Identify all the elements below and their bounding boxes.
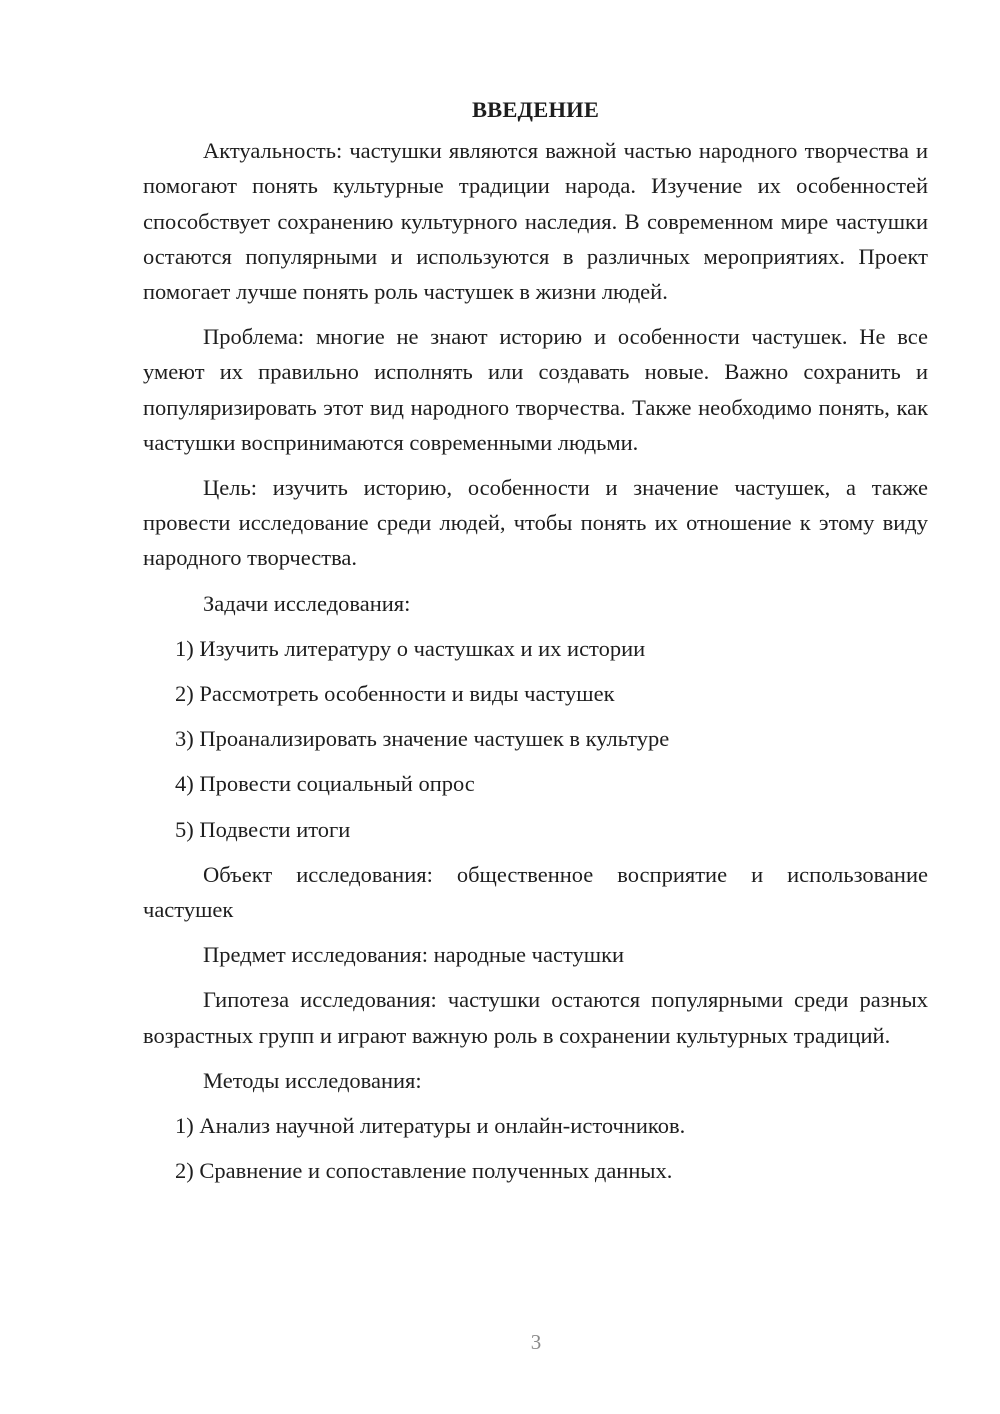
relevance-paragraph: Актуальность: частушки являются важной частью народного творчества и помогают понять культурные традиции народа. Изучение их особенностей способствует сохранению культурного наследия. В современном мире частушки остаются популярными и используются в различных мероприятиях. Проект помогает лучше понять роль частушек в жизни людей. — [143, 138, 928, 305]
task-item: 2) Рассмотреть особенности и виды частушек — [175, 681, 615, 707]
problem-paragraph: Проблема: многие не знают историю и особенности частушек. Не все умеют их правильно исполнять или создавать новые. Важно сохранить и популяризировать этот вид народного творчества. Также необходимо понять, как частушки воспринимаются современными людьми. — [143, 324, 928, 455]
task-item: 5) Подвести итоги — [175, 816, 351, 842]
task-item: 1) Изучить литературу о частушках и их истории — [175, 635, 646, 661]
goal-paragraph: Цель: изучить историю, особенности и значение частушек, а также провести исследование среди людей, чтобы понять их отношение к этому виду народного творчества. — [143, 475, 928, 571]
page-number: 3 — [530, 1330, 542, 1354]
object-paragraph: Объект исследования: общественное восприятие и использование частушек — [143, 861, 928, 923]
subject-paragraph: Предмет исследования: народные частушки — [203, 942, 625, 968]
methods-list — [143, 1108, 928, 1188]
method-item: 1) Анализ научной литературы и онлайн-источников. — [175, 1113, 686, 1139]
hypothesis-paragraph: Гипотеза исследования: частушки остаются популярными среди разных возрастных групп и играют важную роль в сохранении культурных традиций. — [143, 987, 928, 1048]
task-item: 4) Провести социальный опрос — [175, 771, 475, 797]
tasks-heading: Задачи исследования: — [203, 590, 411, 616]
page-content — [143, 92, 928, 1198]
section-title: ВВЕДЕНИЕ — [471, 97, 600, 122]
methods-heading: Методы исследования: — [203, 1067, 422, 1093]
task-item: 3) Проанализировать значение частушек в культуре — [175, 726, 670, 752]
method-item: 2) Сравнение и сопоставление полученных данных. — [175, 1158, 673, 1184]
tasks-list — [143, 631, 928, 847]
